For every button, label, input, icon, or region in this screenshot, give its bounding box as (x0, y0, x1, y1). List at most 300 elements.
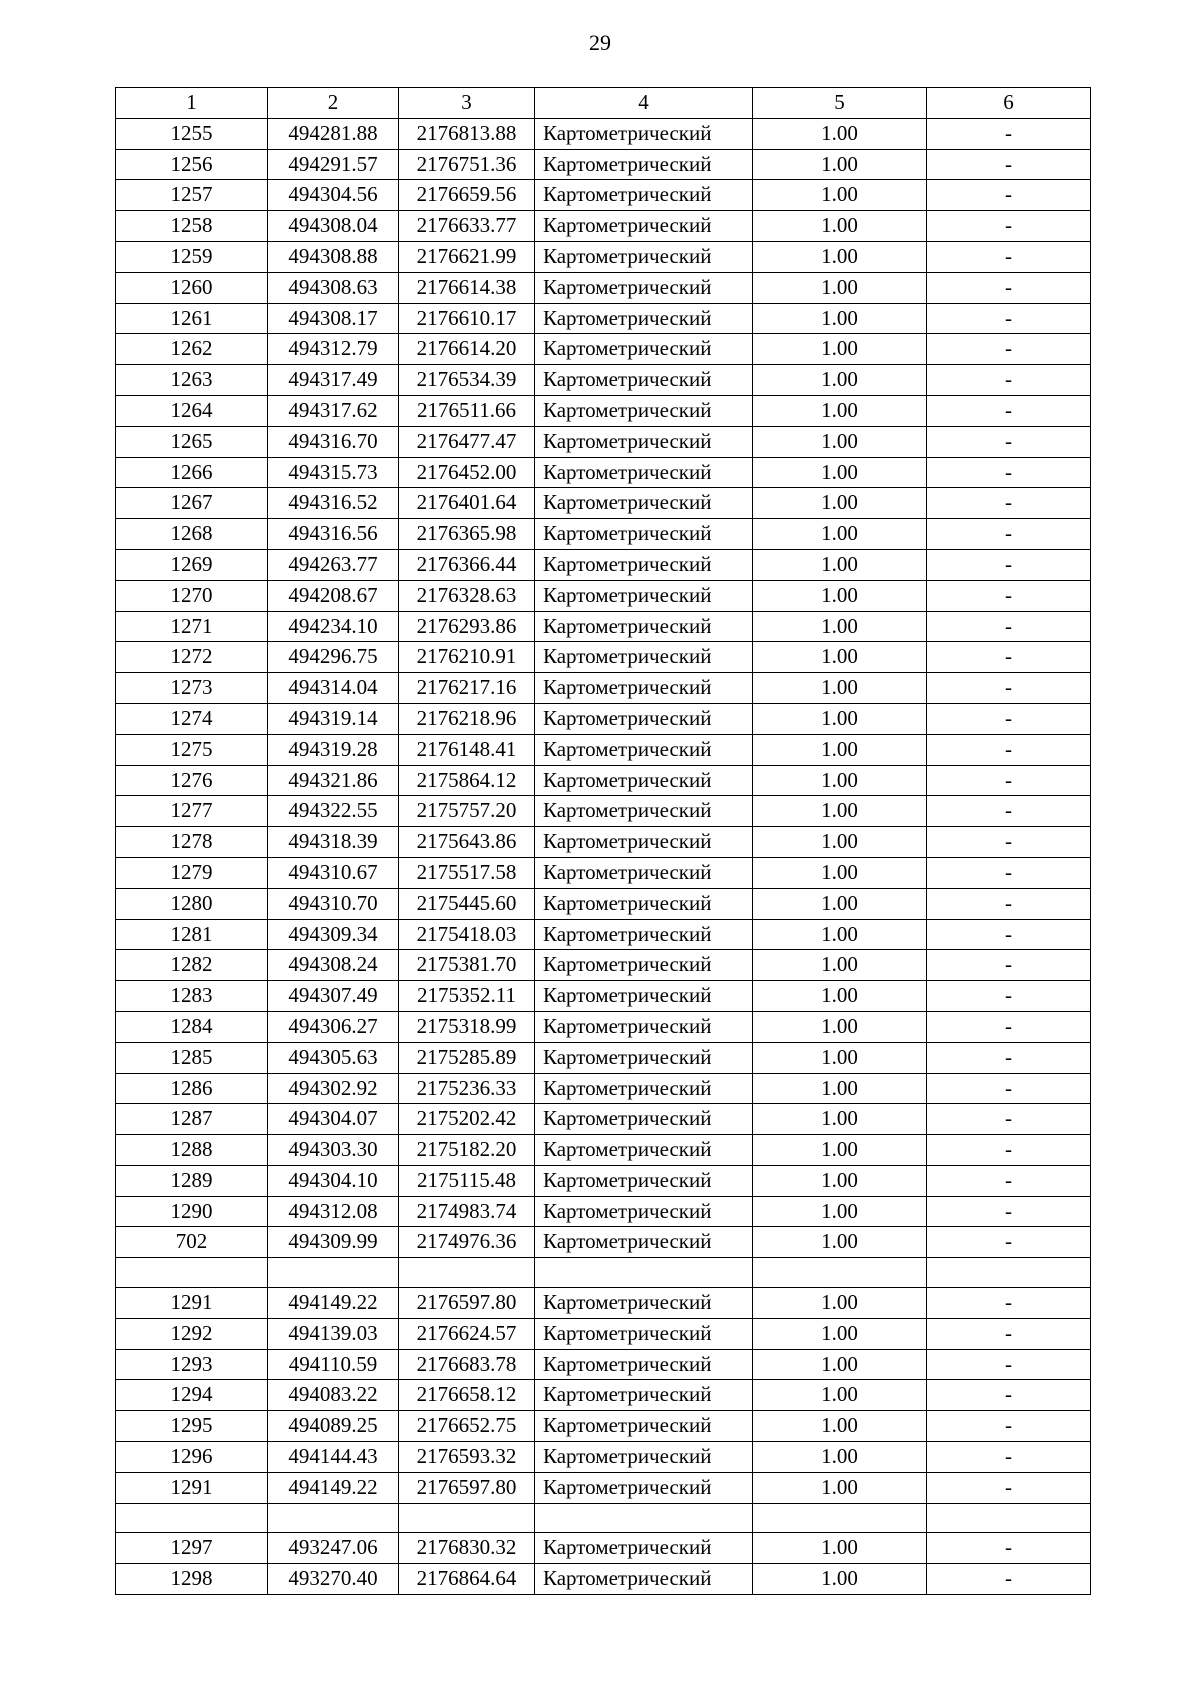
coordinate-x-cell: 494309.34 (268, 919, 399, 950)
accuracy-cell: 1.00 (753, 1073, 927, 1104)
method-cell: Картометрический (535, 1533, 753, 1564)
coordinate-x-cell: 494316.52 (268, 488, 399, 519)
coordinate-y-cell: 2175182.20 (399, 1135, 535, 1166)
accuracy-cell: 1.00 (753, 981, 927, 1012)
accuracy-cell: 1.00 (753, 272, 927, 303)
table-row (116, 149, 1091, 180)
method-cell: Картометрический (535, 981, 753, 1012)
coordinate-x-cell: 494308.88 (268, 241, 399, 272)
coordinate-x-cell: 494303.30 (268, 1135, 399, 1166)
point-number-cell: 1275 (116, 734, 268, 765)
accuracy-cell: 1.00 (753, 1288, 927, 1319)
method-cell: Картометрический (535, 1042, 753, 1073)
coordinate-x-cell: 494149.22 (268, 1472, 399, 1503)
method-cell: Картометрический (535, 1135, 753, 1166)
method-cell: Картометрический (535, 1073, 753, 1104)
coordinate-x-cell: 494322.55 (268, 796, 399, 827)
accuracy-cell: 1.00 (753, 149, 927, 180)
column-header: 1 (116, 88, 268, 119)
accuracy-cell: 1.00 (753, 1104, 927, 1135)
coordinate-y-cell: 2175445.60 (399, 888, 535, 919)
table-row (116, 580, 1091, 611)
coordinate-x-cell: 494234.10 (268, 611, 399, 642)
coordinate-y-cell: 2176624.57 (399, 1318, 535, 1349)
method-cell: Картометрический (535, 796, 753, 827)
table-row (116, 703, 1091, 734)
table-row (116, 272, 1091, 303)
table-row (116, 1442, 1091, 1473)
coordinate-y-cell: 2175285.89 (399, 1042, 535, 1073)
accuracy-cell: 1.00 (753, 1042, 927, 1073)
coordinate-x-cell: 494208.67 (268, 580, 399, 611)
note-cell: - (927, 180, 1091, 211)
accuracy-cell: 1.00 (753, 1472, 927, 1503)
note-cell: - (927, 673, 1091, 704)
method-cell: Картометрический (535, 888, 753, 919)
column-header: 4 (535, 88, 753, 119)
point-number-cell: 1269 (116, 549, 268, 580)
method-cell: Картометрический (535, 180, 753, 211)
note-cell: - (927, 1349, 1091, 1380)
point-number-cell: 1283 (116, 981, 268, 1012)
coordinate-x-cell: 494310.70 (268, 888, 399, 919)
method-cell: Картометрический (535, 827, 753, 858)
coordinate-x-cell: 494306.27 (268, 1011, 399, 1042)
note-cell: - (927, 149, 1091, 180)
coordinate-y-cell: 2174976.36 (399, 1227, 535, 1258)
coordinate-x-cell: 494089.25 (268, 1411, 399, 1442)
note-cell: - (927, 1011, 1091, 1042)
note-cell: - (927, 1318, 1091, 1349)
table-row (116, 611, 1091, 642)
note-cell: - (927, 1165, 1091, 1196)
method-cell: Картометрический (535, 549, 753, 580)
coordinate-y-cell: 2175381.70 (399, 950, 535, 981)
coordinate-x-cell: 494314.04 (268, 673, 399, 704)
coordinate-y-cell: 2176365.98 (399, 519, 535, 550)
table-row (116, 1533, 1091, 1564)
table-row (116, 796, 1091, 827)
coordinate-y-cell: 2176652.75 (399, 1411, 535, 1442)
coordinate-y-cell: 2176683.78 (399, 1349, 535, 1380)
note-cell: - (927, 888, 1091, 919)
note-cell: - (927, 765, 1091, 796)
point-number-cell: 1295 (116, 1411, 268, 1442)
note-cell: - (927, 457, 1091, 488)
table-row (116, 180, 1091, 211)
point-number-cell: 1264 (116, 395, 268, 426)
coordinate-y-cell: 2176658.12 (399, 1380, 535, 1411)
point-number-cell: 1268 (116, 519, 268, 550)
accuracy-cell: 1.00 (753, 395, 927, 426)
method-cell: Картометрический (535, 919, 753, 950)
page-number: 29 (589, 30, 611, 55)
point-number-cell: 1257 (116, 180, 268, 211)
accuracy-cell: 1.00 (753, 365, 927, 396)
coordinate-x-cell: 494291.57 (268, 149, 399, 180)
table-row (116, 303, 1091, 334)
method-cell (535, 1258, 753, 1288)
table-row (116, 950, 1091, 981)
coordinate-y-cell: 2175517.58 (399, 857, 535, 888)
point-number-cell: 1258 (116, 211, 268, 242)
method-cell: Картометрический (535, 1380, 753, 1411)
accuracy-cell: 1.00 (753, 703, 927, 734)
table-row (116, 211, 1091, 242)
note-cell: - (927, 1073, 1091, 1104)
table-row (116, 1564, 1091, 1595)
method-cell: Картометрический (535, 703, 753, 734)
method-cell: Картометрический (535, 1104, 753, 1135)
note-cell: - (927, 395, 1091, 426)
method-cell: Картометрический (535, 272, 753, 303)
note-cell: - (927, 1042, 1091, 1073)
accuracy-cell: 1.00 (753, 1318, 927, 1349)
method-cell: Картометрический (535, 211, 753, 242)
point-number-cell: 1291 (116, 1288, 268, 1319)
method-cell: Картометрический (535, 1227, 753, 1258)
accuracy-cell: 1.00 (753, 211, 927, 242)
method-cell: Картометрический (535, 734, 753, 765)
coordinate-y-cell: 2175757.20 (399, 796, 535, 827)
coordinate-y-cell: 2176597.80 (399, 1288, 535, 1319)
note-cell: - (927, 827, 1091, 858)
accuracy-cell: 1.00 (753, 827, 927, 858)
table-row (116, 241, 1091, 272)
coordinate-x-cell: 494144.43 (268, 1442, 399, 1473)
point-number-cell: 1272 (116, 642, 268, 673)
coordinate-x-cell: 494315.73 (268, 457, 399, 488)
coordinate-x-cell: 494304.07 (268, 1104, 399, 1135)
method-cell: Картометрический (535, 334, 753, 365)
note-cell: - (927, 1135, 1091, 1166)
coordinate-x-cell: 494318.39 (268, 827, 399, 858)
note-cell: - (927, 1227, 1091, 1258)
table-row (116, 1011, 1091, 1042)
table-row (116, 734, 1091, 765)
method-cell: Картометрический (535, 950, 753, 981)
table-row (116, 395, 1091, 426)
note-cell: - (927, 519, 1091, 550)
table-row (116, 1196, 1091, 1227)
method-cell: Картометрический (535, 426, 753, 457)
point-number-cell: 1271 (116, 611, 268, 642)
method-cell: Картометрический (535, 303, 753, 334)
note-cell: - (927, 642, 1091, 673)
table-row (116, 118, 1091, 149)
accuracy-cell: 1.00 (753, 765, 927, 796)
table-row (116, 1104, 1091, 1135)
note-cell: - (927, 1411, 1091, 1442)
coordinate-x-cell: 494304.10 (268, 1165, 399, 1196)
coordinate-y-cell: 2175115.48 (399, 1165, 535, 1196)
note-cell (927, 1258, 1091, 1288)
coordinate-x-cell: 494083.22 (268, 1380, 399, 1411)
point-number-cell: 702 (116, 1227, 268, 1258)
table-row (116, 981, 1091, 1012)
method-cell: Картометрический (535, 457, 753, 488)
point-number-cell: 1296 (116, 1442, 268, 1473)
method-cell: Картометрический (535, 395, 753, 426)
coordinate-x-cell: 494281.88 (268, 118, 399, 149)
point-number-cell (116, 1503, 268, 1533)
table-row (116, 765, 1091, 796)
coordinate-y-cell: 2176401.64 (399, 488, 535, 519)
accuracy-cell: 1.00 (753, 734, 927, 765)
note-cell: - (927, 703, 1091, 734)
point-number-cell: 1266 (116, 457, 268, 488)
coordinate-x-cell: 494309.99 (268, 1227, 399, 1258)
table-row (116, 1380, 1091, 1411)
coordinate-y-cell: 2176751.36 (399, 149, 535, 180)
note-cell: - (927, 549, 1091, 580)
accuracy-cell: 1.00 (753, 580, 927, 611)
point-number-cell: 1262 (116, 334, 268, 365)
point-number-cell: 1276 (116, 765, 268, 796)
point-number-cell: 1260 (116, 272, 268, 303)
accuracy-cell: 1.00 (753, 1349, 927, 1380)
note-cell: - (927, 1533, 1091, 1564)
table-row (116, 919, 1091, 950)
accuracy-cell: 1.00 (753, 1011, 927, 1042)
coordinate-x-cell: 494312.79 (268, 334, 399, 365)
note-cell: - (927, 981, 1091, 1012)
accuracy-cell: 1.00 (753, 180, 927, 211)
coordinate-y-cell: 2176148.41 (399, 734, 535, 765)
coordinate-x-cell: 494304.56 (268, 180, 399, 211)
point-number-cell: 1282 (116, 950, 268, 981)
method-cell: Картометрический (535, 1011, 753, 1042)
note-cell: - (927, 950, 1091, 981)
column-header: 2 (268, 88, 399, 119)
coordinate-y-cell: 2176621.99 (399, 241, 535, 272)
coordinate-x-cell: 494296.75 (268, 642, 399, 673)
accuracy-cell (753, 1503, 927, 1533)
coordinate-y-cell: 2176328.63 (399, 580, 535, 611)
accuracy-cell (753, 1258, 927, 1288)
point-number-cell: 1274 (116, 703, 268, 734)
accuracy-cell: 1.00 (753, 241, 927, 272)
coordinate-x-cell: 494316.56 (268, 519, 399, 550)
accuracy-cell: 1.00 (753, 950, 927, 981)
accuracy-cell: 1.00 (753, 118, 927, 149)
table-row (116, 673, 1091, 704)
coordinate-x-cell (268, 1503, 399, 1533)
point-number-cell: 1278 (116, 827, 268, 858)
coordinate-x-cell: 494139.03 (268, 1318, 399, 1349)
table-row (116, 1165, 1091, 1196)
note-cell: - (927, 118, 1091, 149)
table-row (116, 334, 1091, 365)
coordinate-y-cell (399, 1503, 535, 1533)
table-body (116, 118, 1091, 1594)
note-cell: - (927, 488, 1091, 519)
coordinate-y-cell: 2175864.12 (399, 765, 535, 796)
method-cell: Картометрический (535, 1288, 753, 1319)
column-header: 3 (399, 88, 535, 119)
coordinate-x-cell: 494307.49 (268, 981, 399, 1012)
table-row (116, 1503, 1091, 1533)
accuracy-cell: 1.00 (753, 303, 927, 334)
table-row (116, 857, 1091, 888)
table-row (116, 365, 1091, 396)
accuracy-cell: 1.00 (753, 457, 927, 488)
point-number-cell: 1263 (116, 365, 268, 396)
coordinate-x-cell: 494317.62 (268, 395, 399, 426)
coordinate-y-cell: 2176659.56 (399, 180, 535, 211)
point-number-cell: 1286 (116, 1073, 268, 1104)
accuracy-cell: 1.00 (753, 611, 927, 642)
coordinate-x-cell: 494317.49 (268, 365, 399, 396)
coordinate-x-cell: 494308.24 (268, 950, 399, 981)
table-row (116, 488, 1091, 519)
coordinate-x-cell: 494319.28 (268, 734, 399, 765)
coordinate-y-cell: 2176597.80 (399, 1472, 535, 1503)
accuracy-cell: 1.00 (753, 334, 927, 365)
table-row (116, 1411, 1091, 1442)
coordinate-x-cell (268, 1258, 399, 1288)
note-cell: - (927, 1288, 1091, 1319)
table-row (116, 1227, 1091, 1258)
coordinate-y-cell: 2176511.66 (399, 395, 535, 426)
coordinate-y-cell: 2176614.20 (399, 334, 535, 365)
point-number-cell: 1277 (116, 796, 268, 827)
coordinate-y-cell: 2176366.44 (399, 549, 535, 580)
point-number-cell: 1280 (116, 888, 268, 919)
coordinate-y-cell: 2176218.96 (399, 703, 535, 734)
coordinate-y-cell: 2176477.47 (399, 426, 535, 457)
coordinate-x-cell: 494110.59 (268, 1349, 399, 1380)
method-cell: Картометрический (535, 580, 753, 611)
point-number-cell: 1256 (116, 149, 268, 180)
method-cell: Картометрический (535, 1472, 753, 1503)
coordinate-x-cell: 494310.67 (268, 857, 399, 888)
point-number-cell: 1287 (116, 1104, 268, 1135)
point-number-cell: 1291 (116, 1472, 268, 1503)
accuracy-cell: 1.00 (753, 519, 927, 550)
table-row (116, 1318, 1091, 1349)
coordinate-y-cell: 2175418.03 (399, 919, 535, 950)
note-cell: - (927, 272, 1091, 303)
point-number-cell: 1265 (116, 426, 268, 457)
point-number-cell: 1292 (116, 1318, 268, 1349)
table-row (116, 426, 1091, 457)
accuracy-cell: 1.00 (753, 673, 927, 704)
note-cell: - (927, 426, 1091, 457)
coordinate-y-cell: 2176217.16 (399, 673, 535, 704)
table-row (116, 642, 1091, 673)
accuracy-cell: 1.00 (753, 1533, 927, 1564)
table-row (116, 1288, 1091, 1319)
coordinate-y-cell: 2176452.00 (399, 457, 535, 488)
coordinate-y-cell: 2176610.17 (399, 303, 535, 334)
coordinate-y-cell: 2176614.38 (399, 272, 535, 303)
coordinate-y-cell: 2176210.91 (399, 642, 535, 673)
note-cell: - (927, 919, 1091, 950)
coordinate-y-cell: 2175643.86 (399, 827, 535, 858)
note-cell: - (927, 1472, 1091, 1503)
point-number-cell: 1284 (116, 1011, 268, 1042)
coordinate-x-cell: 494316.70 (268, 426, 399, 457)
accuracy-cell: 1.00 (753, 919, 927, 950)
table-row (116, 1349, 1091, 1380)
coordinate-x-cell: 494319.14 (268, 703, 399, 734)
method-cell: Картометрический (535, 1442, 753, 1473)
method-cell: Картометрический (535, 611, 753, 642)
table-row (116, 1135, 1091, 1166)
table-header-row (116, 88, 1091, 119)
method-cell: Картометрический (535, 365, 753, 396)
accuracy-cell: 1.00 (753, 888, 927, 919)
accuracy-cell: 1.00 (753, 1165, 927, 1196)
accuracy-cell: 1.00 (753, 1442, 927, 1473)
point-number-cell: 1281 (116, 919, 268, 950)
point-number-cell: 1261 (116, 303, 268, 334)
note-cell: - (927, 734, 1091, 765)
point-number-cell: 1298 (116, 1564, 268, 1595)
accuracy-cell: 1.00 (753, 1196, 927, 1227)
accuracy-cell: 1.00 (753, 1380, 927, 1411)
accuracy-cell: 1.00 (753, 1135, 927, 1166)
note-cell: - (927, 796, 1091, 827)
accuracy-cell: 1.00 (753, 426, 927, 457)
coordinate-y-cell: 2176534.39 (399, 365, 535, 396)
method-cell: Картометрический (535, 1196, 753, 1227)
table-row (116, 519, 1091, 550)
coordinate-y-cell: 2176293.86 (399, 611, 535, 642)
method-cell: Картометрический (535, 857, 753, 888)
coordinate-x-cell: 494312.08 (268, 1196, 399, 1227)
method-cell: Картометрический (535, 1411, 753, 1442)
coordinate-x-cell: 494308.63 (268, 272, 399, 303)
point-number-cell: 1297 (116, 1533, 268, 1564)
coordinate-y-cell: 2175236.33 (399, 1073, 535, 1104)
table-row (116, 827, 1091, 858)
accuracy-cell: 1.00 (753, 549, 927, 580)
coordinate-x-cell: 494308.04 (268, 211, 399, 242)
note-cell: - (927, 611, 1091, 642)
coordinate-y-cell: 2174983.74 (399, 1196, 535, 1227)
point-number-cell: 1267 (116, 488, 268, 519)
point-number-cell: 1293 (116, 1349, 268, 1380)
method-cell: Картометрический (535, 765, 753, 796)
table-row (116, 888, 1091, 919)
accuracy-cell: 1.00 (753, 857, 927, 888)
method-cell: Картометрический (535, 1318, 753, 1349)
coordinates-table (115, 87, 1091, 1595)
coordinate-x-cell: 494149.22 (268, 1288, 399, 1319)
coordinate-y-cell: 2176633.77 (399, 211, 535, 242)
coordinate-x-cell: 494305.63 (268, 1042, 399, 1073)
point-number-cell: 1289 (116, 1165, 268, 1196)
point-number-cell (116, 1258, 268, 1288)
note-cell: - (927, 241, 1091, 272)
method-cell: Картометрический (535, 673, 753, 704)
coordinate-y-cell: 2175202.42 (399, 1104, 535, 1135)
method-cell: Картометрический (535, 1165, 753, 1196)
note-cell: - (927, 303, 1091, 334)
accuracy-cell: 1.00 (753, 1411, 927, 1442)
note-cell: - (927, 1104, 1091, 1135)
point-number-cell: 1270 (116, 580, 268, 611)
coordinate-y-cell: 2176593.32 (399, 1442, 535, 1473)
table-row (116, 1472, 1091, 1503)
column-header: 5 (753, 88, 927, 119)
coordinate-y-cell: 2175318.99 (399, 1011, 535, 1042)
coordinate-y-cell: 2176830.32 (399, 1533, 535, 1564)
method-cell: Картометрический (535, 1349, 753, 1380)
method-cell: Картометрический (535, 118, 753, 149)
